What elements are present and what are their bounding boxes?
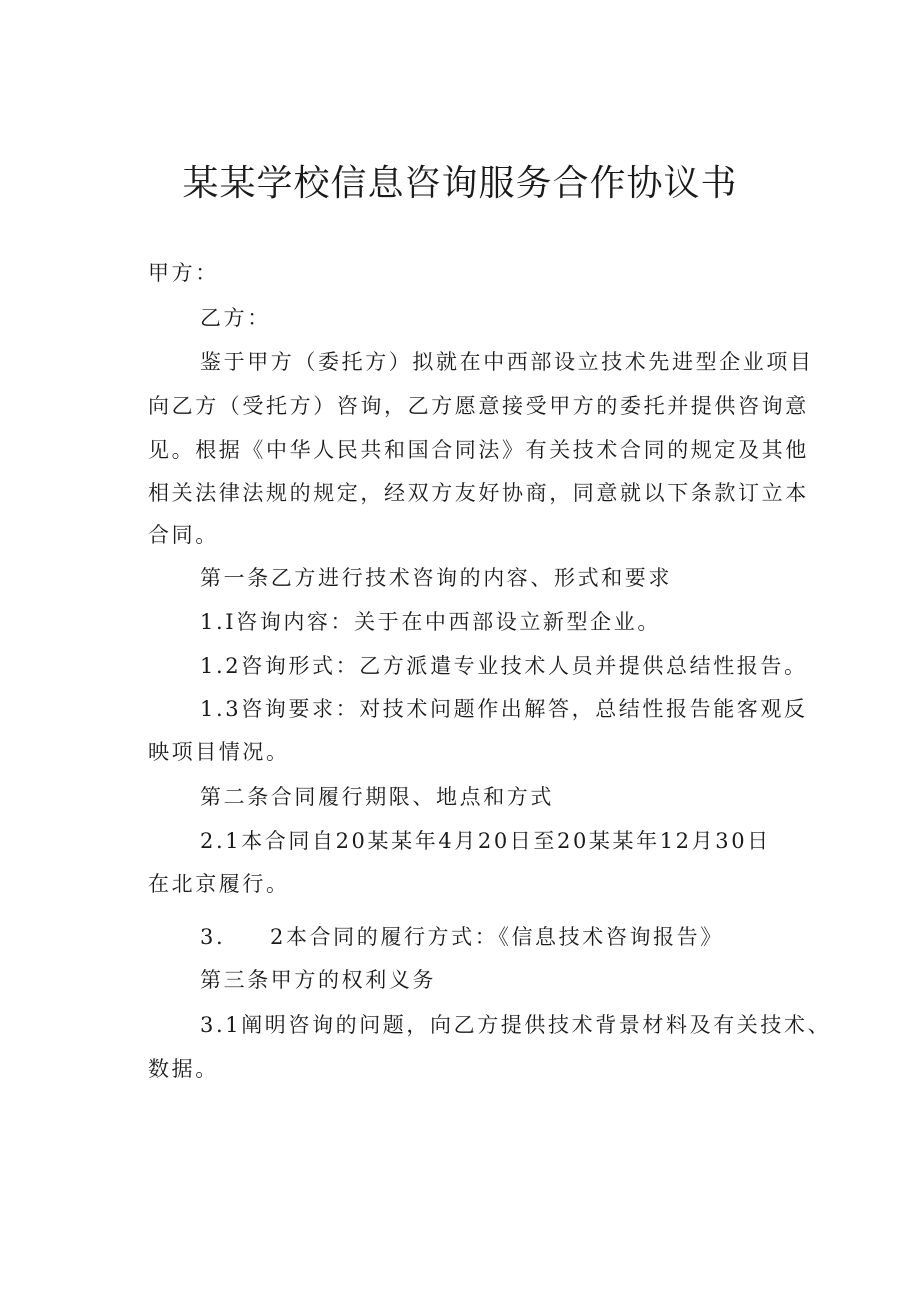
document-title: 某某学校信息咨询服务合作协议书 <box>182 163 738 204</box>
article-1-item-2: 1.2咨询形式：乙方派遣专业技术人员并提供总结性报告。 <box>200 654 808 678</box>
article-1-item-1: 1.I咨询内容：关于在中西部设立新型企业。 <box>200 610 661 634</box>
article-3-item-1: 3.1阐明咨询的问题，向乙方提供技术背景材料及有关技术、 <box>200 1013 832 1037</box>
article-2-item-2 <box>200 922 820 952</box>
article-2-item-1-cont: 在北京履行。 <box>148 872 290 896</box>
article-2-item-2-text: 2本合同的履行方式：《信息技术咨询报告》 <box>270 925 724 949</box>
preamble-line: 见。根据《中华人民共和国合同法》有关技术合同的规定及其他 <box>148 438 809 462</box>
article-1-item-3-cont: 映项目情况。 <box>148 740 290 764</box>
article-1-item-3: 1.3咨询要求：对技术问题作出解答，总结性报告能客观反 <box>200 697 808 721</box>
preamble-line: 合同。 <box>148 523 219 547</box>
party-a-label: 甲方： <box>148 261 219 285</box>
article-3-item-1-cont: 数据。 <box>148 1057 219 1081</box>
article-2-heading: 第二条合同履行期限、地点和方式 <box>200 785 554 809</box>
preamble-line: 鉴于甲方（委托方）拟就在中西部设立技术先进型企业项目 <box>200 350 814 374</box>
article-3-heading: 第三条甲方的权利义务 <box>200 968 436 992</box>
preamble-line: 相关法律法规的规定，经双方友好协商，同意就以下条款订立本 <box>148 481 809 505</box>
article-2-item-1: 2.1本合同自20某某年4月20日至20某某年12月30日 <box>200 829 771 853</box>
article-1-heading: 第一条乙方进行技术咨询的内容、形式和要求 <box>200 566 672 590</box>
article-2-item-2-number: 3. <box>200 925 226 949</box>
party-b-label: 乙方： <box>200 306 271 330</box>
preamble-line: 向乙方（受托方）咨询，乙方愿意接受甲方的委托并提供咨询意 <box>148 394 809 418</box>
